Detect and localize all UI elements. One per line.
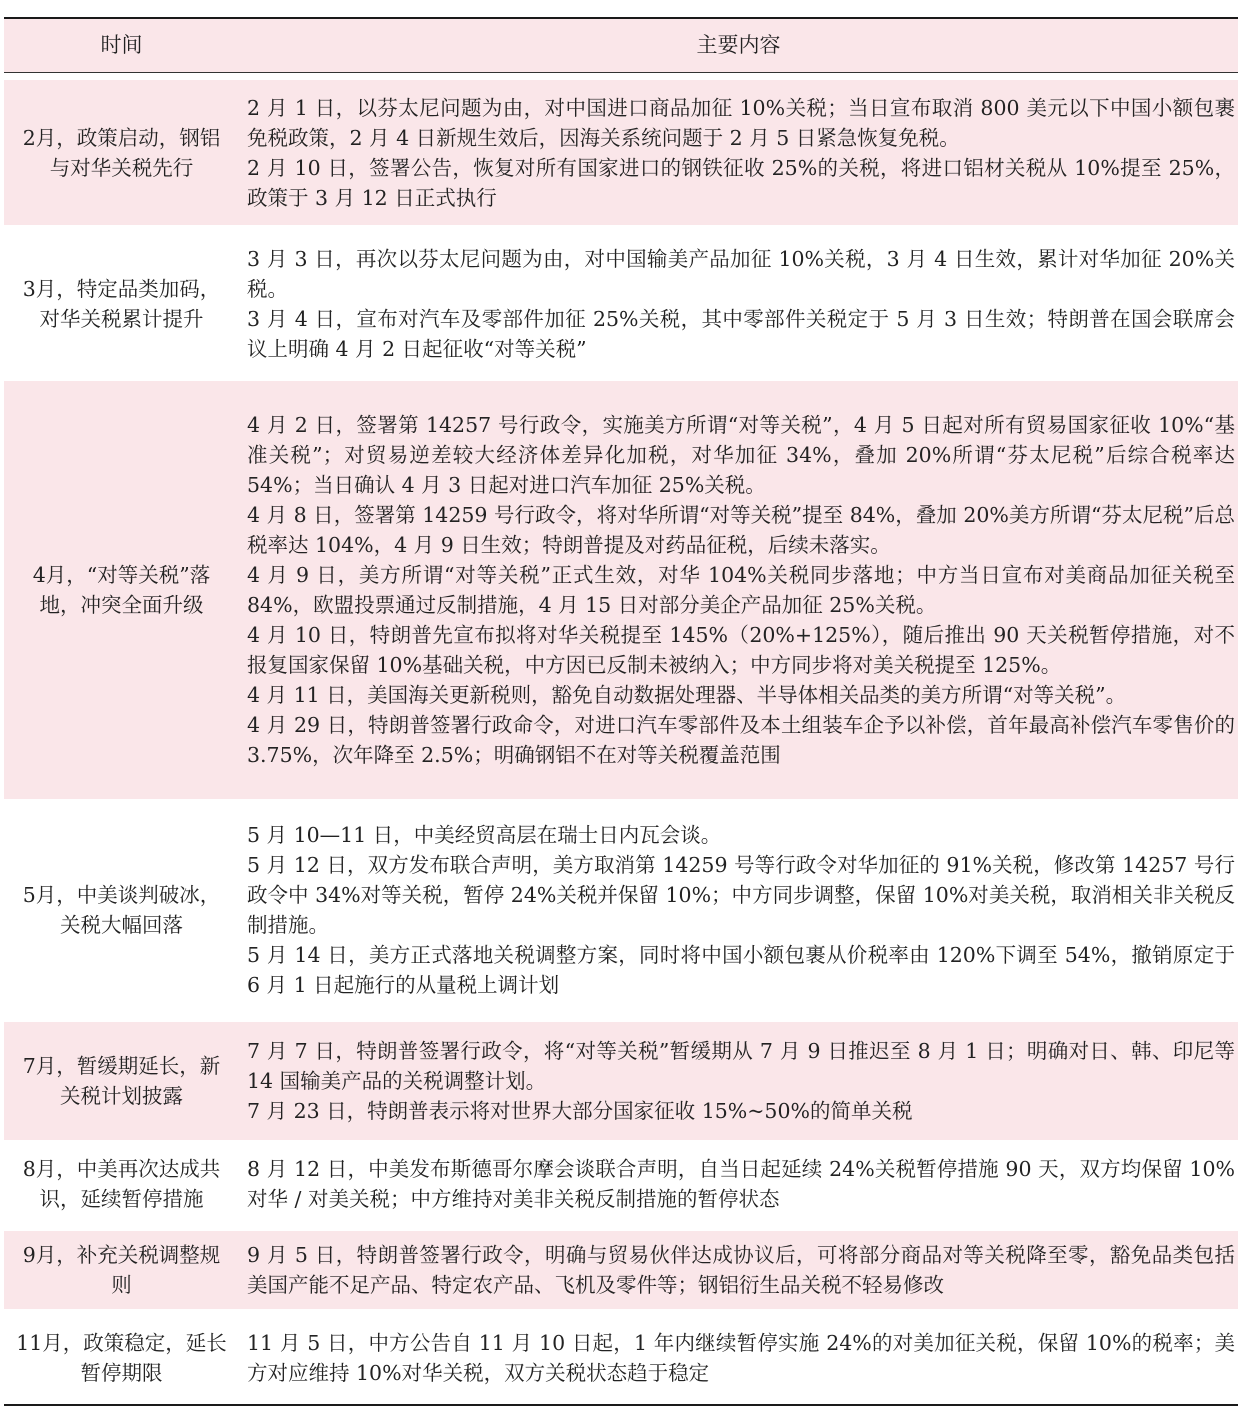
row-item: 4 月 8 日，签署第 14259 号行政令，将对华所谓“对等关税”提至 84%，叠加 20%美方所谓“芬太尼税”后总税率达 104%，4 月 9 日生效；特朗普提及对药品征税，后续未落实。	[247, 503, 1235, 557]
table-row	[4, 805, 1238, 1015]
row-item: 2 月 10 日，签署公告，恢复对所有国家进口的钢铁征收 25%的关税，将进口铝材关税从 10%提至 25%，政策于 3 月 12 日正式执行	[247, 155, 1235, 210]
row-item: 2 月 1 日，以芬太尼问题为由，对中国进口商品加征 10%关税；当日宣布取消 800 美元以下中国小额包裹免税政策，2 月 4 日新规生效后，因海关系统问题于 2 月 5 日紧急恢复免税。	[247, 95, 1235, 150]
row-period: 8月，中美再次达成共识，延续暂停措施	[22, 1157, 221, 1211]
table-row	[4, 231, 1238, 376]
row-period: 5月，中美谈判破冰，关税大幅回落	[22, 883, 221, 937]
row-period: 2月，政策启动，钢铝与对华关税先行	[22, 125, 221, 180]
table-header-rule	[4, 72, 1238, 73]
row-item: 3 月 4 日，宣布对汽车及零部件加征 25%关税，其中零部件关税定于 5 月 3 日生效；特朗普在国会联席会议上明确 4 月 2 日起征收“对等关税”	[247, 306, 1235, 361]
row-period: 7月，暂缓期延长，新关税计划披露	[22, 1054, 221, 1108]
table-row	[4, 1022, 1238, 1140]
row-period: 9月，补充关税调整规则	[22, 1243, 221, 1297]
row-item: 8 月 12 日，中美发布斯德哥尔摩会谈联合声明，自当日起延续 24%关税暂停措施 90 天，双方均保留 10%对华 / 对美关税；中方维持对美非关税反制措施的暂停状态	[247, 1157, 1235, 1211]
header-content: 主要内容	[696, 33, 781, 57]
header-time: 时间	[100, 33, 143, 57]
row-item: 7 月 7 日，特朗普签署行政令，将“对等关税”暂缓期从 7 月 9 日推迟至 8 月 1 日；明确对日、韩、印尼等 14 国输美产品的关税调整计划。	[247, 1039, 1235, 1093]
row-item: 5 月 12 日，双方发布联合声明，美方取消第 14259 号等行政令对华加征的 91%关税，修改第 14257 号行政令中 34%对等关税，暂停 24%关税并保留 10%；中方同步调整，保留 10%对美关税，取消相关非关税反制措施。	[247, 853, 1235, 937]
row-item: 4 月 9 日，美方所谓“对等关税”正式生效，对华 104%关税同步落地；中方当日宣布对美商品加征关税至 84%，欧盟投票通过反制措施，4 月 15 日对部分美企产品加征 25%关税。	[247, 563, 1235, 617]
row-item: 4 月 11 日，美国海关更新税则，豁免自动数据处理器、半导体相关品类的美方所谓“对等关税”。	[247, 683, 1127, 707]
row-item: 7 月 23 日，特朗普表示将对世界大部分国家征收 15%~50%的简单关税	[247, 1099, 913, 1123]
table-row	[4, 1318, 1238, 1398]
table-row	[4, 1231, 1238, 1309]
table-row	[4, 381, 1238, 799]
row-item: 3 月 3 日，再次以芬太尼问题为由，对中国输美产品加征 10%关税，3 月 4 日生效，累计对华加征 20%关税。	[247, 246, 1235, 301]
table-bottom-rule	[4, 1404, 1238, 1406]
table-row	[4, 1145, 1238, 1223]
row-period: 11月，政策稳定，延长暂停期限	[16, 1331, 227, 1385]
row-item: 4 月 10 日，特朗普先宣布拟将对华关税提至 145%（20%+125%），随后推出 90 天关税暂停措施，对不报复国家保留 10%基础关税，中方因已反制未被纳入；中方同步将对美关税提至 125%。	[247, 623, 1235, 677]
row-period: 3月，特定品类加码，对华关税累计提升	[22, 276, 221, 331]
table-row	[4, 80, 1238, 225]
row-item: 4 月 29 日，特朗普签署行政命令，对进口汽车零部件及本土组装车企予以补偿，首年最高补偿汽车零售价的 3.75%，次年降至 2.5%；明确钢铝不在对等关税覆盖范围	[247, 713, 1235, 767]
table-header	[4, 19, 1238, 72]
row-item: 11 月 5 日，中方公告自 11 月 10 日起，1 年内继续暂停实施 24%的对美加征关税，保留 10%的税率；美方对应维持 10%对华关税，双方关税状态趋于稳定	[247, 1331, 1235, 1385]
row-period: 4月，“对等关税”落地，冲突全面升级	[32, 563, 211, 617]
row-item: 5 月 14 日，美方正式落地关税调整方案，同时将中国小额包裹从价税率由 120%下调至 54%，撤销原定于 6 月 1 日起施行的从量税上调计划	[247, 943, 1235, 997]
row-item: 9 月 5 日，特朗普签署行政令，明确与贸易伙伴达成协议后，可将部分商品对等关税降至零，豁免品类包括美国产能不足产品、特定农产品、飞机及零件等；钢铝衍生品关税不轻易修改	[247, 1243, 1235, 1297]
row-item: 4 月 2 日，签署第 14257 号行政令，实施美方所谓“对等关税”，4 月 5 日起对所有贸易国家征收 10%“基准关税”；对贸易逆差较大经济体差异化加税，对华加征 34%，叠加 20%所谓“芬太尼税”后综合税率达 54%；当日确认 4 月 3 日起对进口汽车加征 25%关税。	[247, 413, 1235, 497]
row-item: 5 月 10—11 日，中美经贸高层在瑞士日内瓦会谈。	[247, 823, 722, 847]
